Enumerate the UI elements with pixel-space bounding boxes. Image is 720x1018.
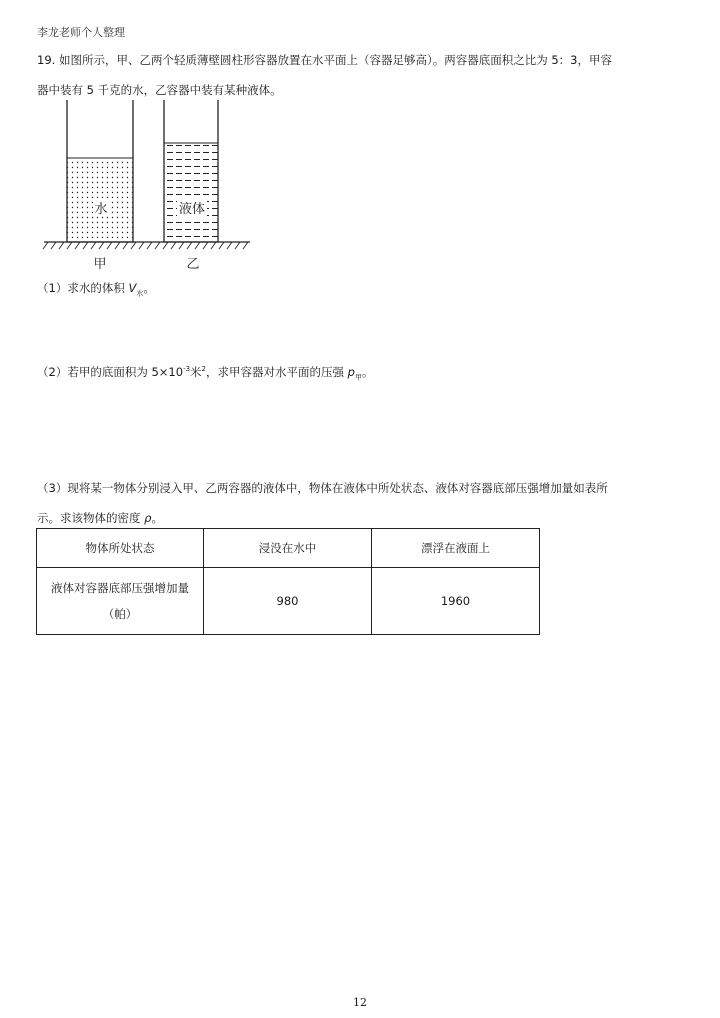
question-number: 19.: [37, 53, 56, 67]
table-cell: 980: [204, 568, 372, 635]
pressure-subscript: 甲: [354, 373, 362, 382]
pressure-variable: p: [347, 365, 355, 379]
table-header-cell: 漂浮在液面上: [372, 529, 540, 568]
table-row-label: 液体对容器底部压强增加量 （帕）: [37, 568, 204, 635]
water-label: 水: [94, 202, 108, 217]
data-table: [36, 528, 540, 635]
caption-jia: 甲: [93, 257, 107, 270]
page-number: 12: [353, 996, 367, 1009]
sub-question-1: （1）求水的体积 $V_水$。: [37, 281, 155, 298]
sub-question-3-line-2: 示。求该物体的密度 ρ。: [37, 511, 163, 525]
volume-subscript: 水: [136, 289, 144, 298]
containers-figure: [40, 100, 255, 270]
density-variable: ρ: [144, 511, 152, 525]
table-header-cell: 浸没在水中: [204, 529, 372, 568]
sub-question-3-line-1: （3）现将某一物体分别浸入甲、乙两容器的液体中，物体在液体中所处状态、液体对容器底部压强增加量如表所: [37, 481, 608, 495]
question-line-2: 器中装有 5 千克的水，乙容器中装有某种液体。: [37, 83, 282, 97]
volume-variable: V: [128, 281, 137, 295]
table-header-cell: 物体所处状态: [37, 529, 204, 568]
page-header: 李龙老师个人整理: [37, 26, 125, 39]
table-cell: 1960: [372, 568, 540, 635]
liquid-fill: [164, 143, 218, 242]
caption-yi: 乙: [186, 257, 200, 270]
question-text-1: 如图所示，甲、乙两个轻质薄壁圆柱形容器放置在水平面上（容器足够高）。两容器底面积之比为 5：3，甲容: [58, 53, 612, 67]
table-row: [37, 568, 540, 635]
table-header-row: [37, 529, 540, 568]
ground-hatching: [43, 242, 248, 249]
question-line-1: [37, 52, 612, 68]
liquid-label: 液体: [178, 202, 206, 217]
sub-question-2: （2）若甲的底面积为 $5\times 10^{-3}$米$^2$，求甲容器对水平面的压强 $p_甲$。: [37, 365, 374, 382]
